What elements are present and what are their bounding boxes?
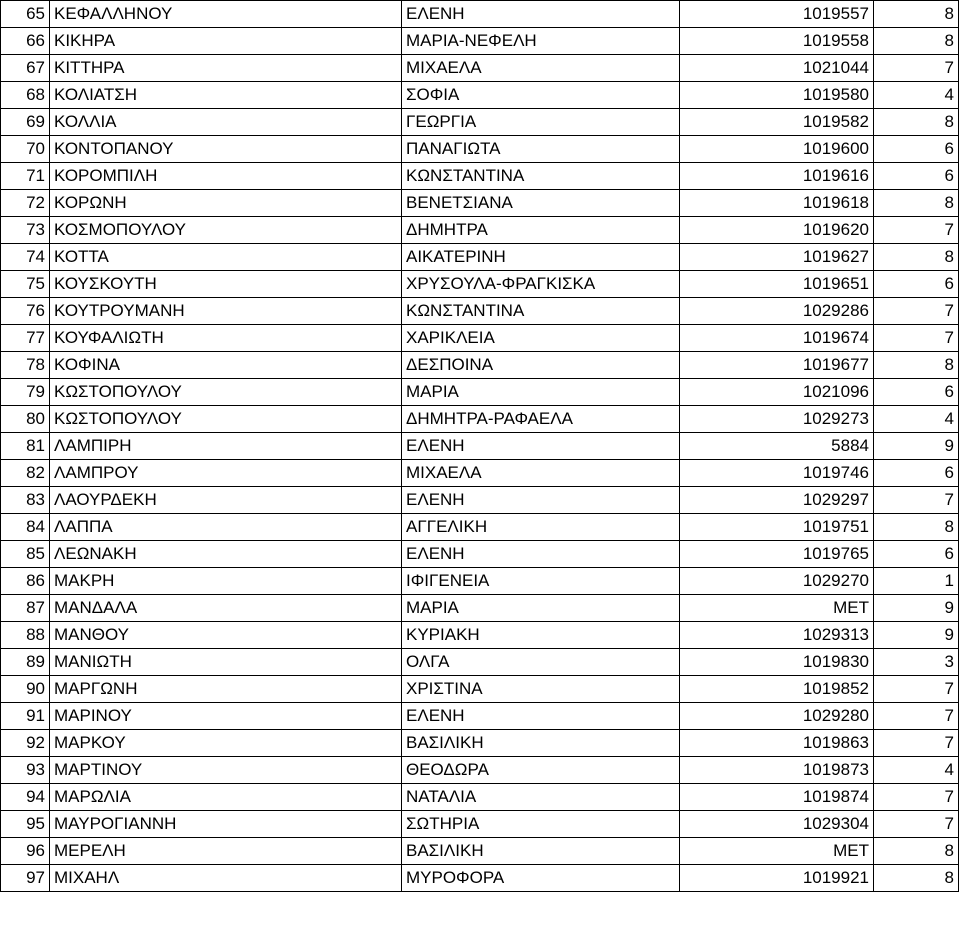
row-number-cell: 67	[1, 55, 50, 82]
table-row	[1, 622, 959, 649]
row-number-cell: 76	[1, 298, 50, 325]
table-row	[1, 55, 959, 82]
registration-code-cell: 1019620	[680, 217, 874, 244]
surname-cell: ΚΟΝΤΟΠΑΝΟΥ	[50, 136, 402, 163]
grade-cell: 7	[874, 55, 959, 82]
row-number-cell: 96	[1, 838, 50, 865]
grade-cell: 8	[874, 865, 959, 892]
grade-cell: 6	[874, 460, 959, 487]
row-number-cell: 68	[1, 82, 50, 109]
table-row	[1, 460, 959, 487]
surname-cell: ΚΙΚΗΡΑ	[50, 28, 402, 55]
grade-cell: 8	[874, 28, 959, 55]
table-row	[1, 757, 959, 784]
grade-cell: 4	[874, 406, 959, 433]
registration-code-cell: 1019580	[680, 82, 874, 109]
registration-code-cell: 1019582	[680, 109, 874, 136]
row-number-cell: 70	[1, 136, 50, 163]
row-number-cell: 90	[1, 676, 50, 703]
table-row	[1, 541, 959, 568]
first-name-cell: ΔΗΜΗΤΡΑ	[402, 217, 680, 244]
first-name-cell: ΚΥΡΙΑΚΗ	[402, 622, 680, 649]
registration-code-cell: 1019616	[680, 163, 874, 190]
surname-cell: ΜΑΡΤΙΝΟΥ	[50, 757, 402, 784]
first-name-cell: ΕΛΕΝΗ	[402, 433, 680, 460]
grade-cell: 7	[874, 487, 959, 514]
table-row	[1, 271, 959, 298]
registration-code-cell: 1019600	[680, 136, 874, 163]
table-row	[1, 811, 959, 838]
row-number-cell: 83	[1, 487, 50, 514]
surname-cell: ΚΩΣΤΟΠΟΥΛΟΥ	[50, 406, 402, 433]
surname-cell: ΚΟΥΤΡΟΥΜΑΝΗ	[50, 298, 402, 325]
first-name-cell: ΕΛΕΝΗ	[402, 541, 680, 568]
grade-cell: 8	[874, 352, 959, 379]
table-row	[1, 217, 959, 244]
grade-cell: 7	[874, 703, 959, 730]
first-name-cell: ΕΛΕΝΗ	[402, 703, 680, 730]
table-row	[1, 595, 959, 622]
surname-cell: ΜΑΝΙΩΤΗ	[50, 649, 402, 676]
grade-cell: 9	[874, 595, 959, 622]
table-row	[1, 406, 959, 433]
table-row	[1, 136, 959, 163]
surname-cell: ΚΟΥΣΚΟΥΤΗ	[50, 271, 402, 298]
first-name-cell: ΑΙΚΑΤΕΡΙΝΗ	[402, 244, 680, 271]
first-name-cell: ΧΡΙΣΤΙΝΑ	[402, 676, 680, 703]
row-number-cell: 95	[1, 811, 50, 838]
first-name-cell: ΔΗΜΗΤΡΑ-ΡΑΦΑΕΛΑ	[402, 406, 680, 433]
first-name-cell: ΣΟΦΙΑ	[402, 82, 680, 109]
grade-cell: 6	[874, 541, 959, 568]
grade-cell: 7	[874, 217, 959, 244]
row-number-cell: 79	[1, 379, 50, 406]
surname-cell: ΚΟΛΙΑΤΣΗ	[50, 82, 402, 109]
first-name-cell: ΕΛΕΝΗ	[402, 1, 680, 28]
row-number-cell: 88	[1, 622, 50, 649]
surname-cell: ΚΟΤΤΑ	[50, 244, 402, 271]
row-number-cell: 66	[1, 28, 50, 55]
surname-cell: ΚΟΥΦΑΛΙΩΤΗ	[50, 325, 402, 352]
table-row	[1, 163, 959, 190]
first-name-cell: ΙΦΙΓΕΝΕΙΑ	[402, 568, 680, 595]
surname-cell: ΜΙΧΑΗΛ	[50, 865, 402, 892]
table-row	[1, 487, 959, 514]
table-row	[1, 28, 959, 55]
table-row	[1, 730, 959, 757]
table-row	[1, 784, 959, 811]
row-number-cell: 93	[1, 757, 50, 784]
surname-cell: ΚΟΦΙΝΑ	[50, 352, 402, 379]
grade-cell: 7	[874, 298, 959, 325]
grade-cell: 8	[874, 838, 959, 865]
surname-cell: ΜΑΚΡΗ	[50, 568, 402, 595]
row-number-cell: 74	[1, 244, 50, 271]
first-name-cell: ΒΕΝΕΤΣΙΑΝΑ	[402, 190, 680, 217]
first-name-cell: ΚΩΝΣΤΑΝΤΙΝΑ	[402, 163, 680, 190]
registration-code-cell: 1029280	[680, 703, 874, 730]
row-number-cell: 72	[1, 190, 50, 217]
row-number-cell: 85	[1, 541, 50, 568]
grade-cell: 8	[874, 244, 959, 271]
surname-cell: ΜΑΡΩΛΙΑ	[50, 784, 402, 811]
table-row	[1, 676, 959, 703]
registration-code-cell: 1029273	[680, 406, 874, 433]
table-row	[1, 379, 959, 406]
table-row	[1, 865, 959, 892]
first-name-cell: ΒΑΣΙΛΙΚΗ	[402, 838, 680, 865]
table-row	[1, 82, 959, 109]
first-name-cell: ΟΛΓΑ	[402, 649, 680, 676]
grade-cell: 7	[874, 325, 959, 352]
first-name-cell: ΠΑΝΑΓΙΩΤΑ	[402, 136, 680, 163]
row-number-cell: 65	[1, 1, 50, 28]
first-name-cell: ΜΑΡΙΑ	[402, 595, 680, 622]
first-name-cell: ΘΕΟΔΩΡΑ	[402, 757, 680, 784]
surname-cell: ΛΑΜΠΡΟΥ	[50, 460, 402, 487]
surname-cell: ΚΕΦΑΛΛΗΝΟΥ	[50, 1, 402, 28]
grade-cell: 7	[874, 784, 959, 811]
row-number-cell: 92	[1, 730, 50, 757]
row-number-cell: 71	[1, 163, 50, 190]
row-number-cell: 80	[1, 406, 50, 433]
first-name-cell: ΣΩΤΗΡΙΑ	[402, 811, 680, 838]
table-row	[1, 190, 959, 217]
registration-code-cell: 1019627	[680, 244, 874, 271]
row-number-cell: 91	[1, 703, 50, 730]
first-name-cell: ΑΓΓΕΛΙΚΗ	[402, 514, 680, 541]
row-number-cell: 89	[1, 649, 50, 676]
grade-cell: 9	[874, 433, 959, 460]
table-row	[1, 244, 959, 271]
registration-code-cell: 5884	[680, 433, 874, 460]
row-number-cell: 82	[1, 460, 50, 487]
registration-code-cell: 1019677	[680, 352, 874, 379]
grade-cell: 8	[874, 514, 959, 541]
registration-code-cell: 1029270	[680, 568, 874, 595]
registration-code-cell: 1019651	[680, 271, 874, 298]
grade-cell: 8	[874, 1, 959, 28]
table-row	[1, 703, 959, 730]
surname-cell: ΚΟΡΩΝΗ	[50, 190, 402, 217]
first-name-cell: ΓΕΩΡΓΙΑ	[402, 109, 680, 136]
first-name-cell: ΚΩΝΣΤΑΝΤΙΝΑ	[402, 298, 680, 325]
grade-cell: 6	[874, 379, 959, 406]
table-row	[1, 433, 959, 460]
registration-code-cell: 1019746	[680, 460, 874, 487]
registration-code-cell: 1019873	[680, 757, 874, 784]
grade-cell: 7	[874, 811, 959, 838]
row-number-cell: 73	[1, 217, 50, 244]
surname-cell: ΛΕΩΝΑΚΗ	[50, 541, 402, 568]
row-number-cell: 77	[1, 325, 50, 352]
registration-code-cell: 1019765	[680, 541, 874, 568]
first-name-cell: ΧΡΥΣΟΥΛΑ-ΦΡΑΓΚΙΣΚΑ	[402, 271, 680, 298]
surname-cell: ΜΑΝΘΟΥ	[50, 622, 402, 649]
grade-cell: 9	[874, 622, 959, 649]
grade-cell: 4	[874, 82, 959, 109]
first-name-cell: ΜΑΡΙΑ-ΝΕΦΕΛΗ	[402, 28, 680, 55]
grade-cell: 3	[874, 649, 959, 676]
grade-cell: 6	[874, 136, 959, 163]
surname-cell: ΜΑΡΓΩΝΗ	[50, 676, 402, 703]
surname-cell: ΚΟΛΛΙΑ	[50, 109, 402, 136]
table-row	[1, 109, 959, 136]
first-name-cell: ΜΥΡΟΦΟΡΑ	[402, 865, 680, 892]
grade-cell: 1	[874, 568, 959, 595]
registration-code-cell: 1021096	[680, 379, 874, 406]
registration-code-cell: 1019674	[680, 325, 874, 352]
registration-code-cell: 1019751	[680, 514, 874, 541]
table-row	[1, 838, 959, 865]
surname-cell: ΜΑΝΔΑΛΑ	[50, 595, 402, 622]
surname-cell: ΚΙΤΤΗΡΑ	[50, 55, 402, 82]
grade-cell: 6	[874, 271, 959, 298]
first-name-cell: ΜΙΧΑΕΛΑ	[402, 460, 680, 487]
table-row	[1, 649, 959, 676]
registration-code-cell: 1019852	[680, 676, 874, 703]
registration-code-cell: 1021044	[680, 55, 874, 82]
registration-code-cell: 1019557	[680, 1, 874, 28]
row-number-cell: 84	[1, 514, 50, 541]
surname-cell: ΛΑΟΥΡΔΕΚΗ	[50, 487, 402, 514]
grade-cell: 6	[874, 163, 959, 190]
registration-code-cell: 1019830	[680, 649, 874, 676]
first-name-cell: ΧΑΡΙΚΛΕΙΑ	[402, 325, 680, 352]
first-name-cell: ΜΙΧΑΕΛΑ	[402, 55, 680, 82]
surname-cell: ΛΑΜΠΙΡΗ	[50, 433, 402, 460]
surname-cell: ΚΩΣΤΟΠΟΥΛΟΥ	[50, 379, 402, 406]
registration-code-cell: 1029304	[680, 811, 874, 838]
registration-code-cell: 1029286	[680, 298, 874, 325]
first-name-cell: ΝΑΤΑΛΙΑ	[402, 784, 680, 811]
row-number-cell: 81	[1, 433, 50, 460]
surname-cell: ΜΑΥΡΟΓΙΑΝΝΗ	[50, 811, 402, 838]
first-name-cell: ΕΛΕΝΗ	[402, 487, 680, 514]
table-row	[1, 325, 959, 352]
surname-cell: ΛΑΠΠΑ	[50, 514, 402, 541]
registration-code-cell: 1019921	[680, 865, 874, 892]
grade-cell: 7	[874, 676, 959, 703]
first-name-cell: ΔΕΣΠΟΙΝΑ	[402, 352, 680, 379]
first-name-cell: ΜΑΡΙΑ	[402, 379, 680, 406]
grade-cell: 4	[874, 757, 959, 784]
row-number-cell: 69	[1, 109, 50, 136]
surname-cell: ΚΟΡΟΜΠΙΛΗ	[50, 163, 402, 190]
registration-code-cell: 1019558	[680, 28, 874, 55]
table-row	[1, 1, 959, 28]
grade-cell: 8	[874, 109, 959, 136]
registration-code-cell: 1029313	[680, 622, 874, 649]
surname-cell: ΜΑΡΙΝΟΥ	[50, 703, 402, 730]
table-row	[1, 568, 959, 595]
registration-code-cell: 1019874	[680, 784, 874, 811]
results-table-body	[1, 1, 959, 892]
registration-code-cell: ΜΕΤ	[680, 595, 874, 622]
row-number-cell: 94	[1, 784, 50, 811]
row-number-cell: 86	[1, 568, 50, 595]
row-number-cell: 75	[1, 271, 50, 298]
surname-cell: ΜΑΡΚΟΥ	[50, 730, 402, 757]
surname-cell: ΚΟΣΜΟΠΟΥΛΟΥ	[50, 217, 402, 244]
surname-cell: ΜΕΡΕΛΗ	[50, 838, 402, 865]
row-number-cell: 87	[1, 595, 50, 622]
row-number-cell: 97	[1, 865, 50, 892]
first-name-cell: ΒΑΣΙΛΙΚΗ	[402, 730, 680, 757]
grade-cell: 8	[874, 190, 959, 217]
registration-code-cell: 1019863	[680, 730, 874, 757]
table-row	[1, 352, 959, 379]
table-row	[1, 298, 959, 325]
grade-cell: 7	[874, 730, 959, 757]
registration-code-cell: 1019618	[680, 190, 874, 217]
row-number-cell: 78	[1, 352, 50, 379]
registration-code-cell: ΜΕΤ	[680, 838, 874, 865]
table-row	[1, 514, 959, 541]
registration-code-cell: 1029297	[680, 487, 874, 514]
